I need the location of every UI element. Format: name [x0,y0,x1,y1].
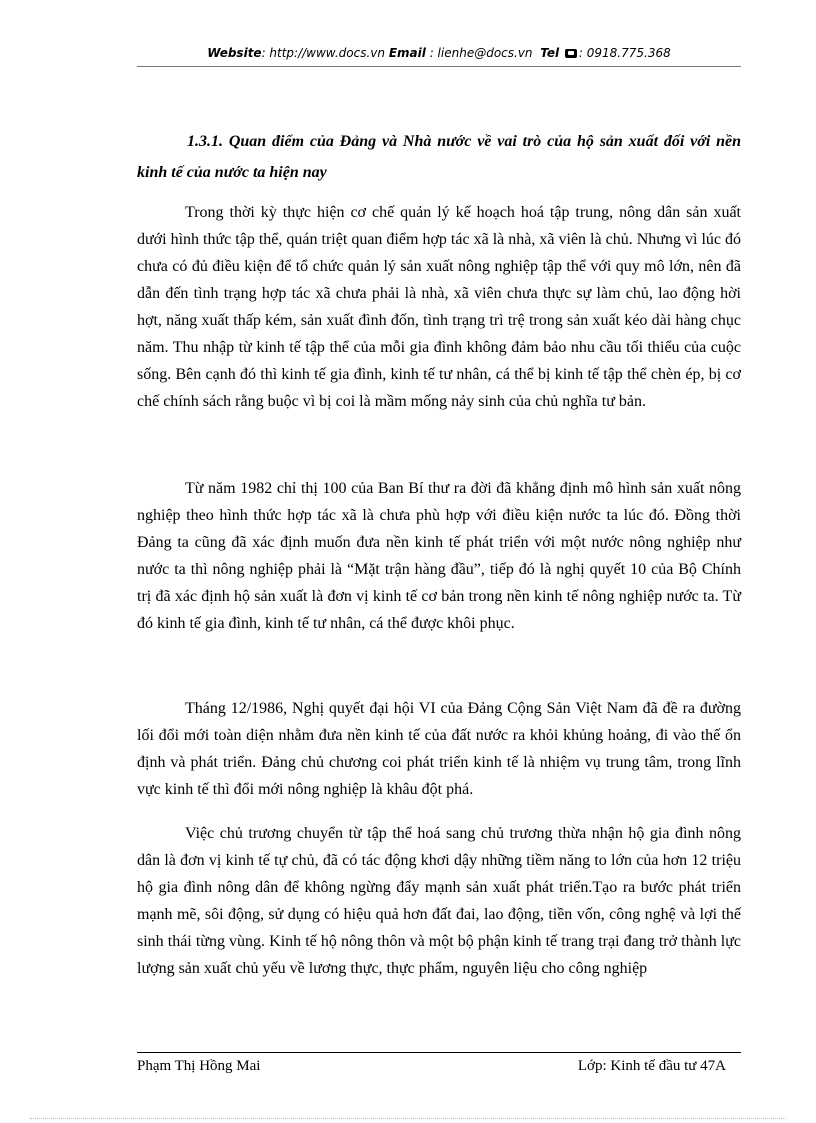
website-link[interactable]: : http://www.docs.vn [261,46,386,60]
website-label: Website [207,46,262,60]
tel-value: : 0918.775.368 [578,46,671,60]
paragraph: Trong thời kỳ thực hiện cơ chế quản lý kế hoạch hoá tập trung, nông dân sản xuất dưới hình thức tập thể, quán triệt quan điểm hợp tác xã là nhà, xã viên là chủ. Nhưng vì lúc đó chưa có đủ điều kiện để tổ chức quản lý sản xuất nông nghiệp tập thể với quy mô lớn, nên đã dẫn đến tình trạng hợp tác xã chưa phải là nhà, xã viên chưa thực sự làm chủ, lao động hời hợt, năng xuất thấp kém, sản xuất đình đốn, tình trạng trì trệ trong sản xuất kéo dài hàng chục năm. Thu nhập từ kinh tế tập thể của mỗi gia đình không đảm bảo nhu cầu tối thiểu của cuộc sống. Bên cạnh đó thì kinh tế gia đình, kinh tế tư nhân, cá thể bị kinh tế tập thể chèn ép, bị cơ chế chính sách rằng buộc vì bị coi là mầm mống nảy sinh của chủ nghĩa tư bản. [137,204,741,410]
page-bottom-border [30,1118,786,1119]
footer-class: Lớp: Kinh tế đầu tư 47A [577,1058,726,1074]
tel-label: Tel [540,46,560,60]
paragraph: Tháng 12/1986, Nghị quyết đại hội VI của Đảng Cộng Sản Việt Nam đã đề ra đường lối đổi mới toàn diện nhằm đưa nền kinh tế của đất nước ra khỏi khủng hoảng, đi vào thế ổn định và phát triển. Đảng chủ chương coi phát triển kinh tế là nhiệm vụ trung tâm, trong lĩnh vực kinh tế thì đổi mới nông nghiệp là khâu đột phá. [137,700,741,798]
email-link[interactable]: : lienhe@docs.vn [429,46,533,60]
paragraph: Từ năm 1982 chỉ thị 100 của Ban Bí thư ra đời đã khẳng định mô hình sản xuất nông nghiệp theo hình thức hợp tác xã là chưa phù hợp với điều kiện nước ta lúc đó. Đồng thời Đảng ta cũng đã xác định muốn đưa nền kinh tế phát triển với một nước nông nghiệp như nước ta thì nông nghiệp phải là “Mặt trận hàng đầu”, tiếp đó là nghị quyết 10 của Bộ Chính trị đã xác định hộ sản xuất là đơn vị kinh tế cơ bản trong nền kinh tế nông nghiệp nước ta. Từ đó kinh tế gia đình, kinh tế tư nhân, cá thể được khôi phục. [137,480,741,632]
paragraph: Việc chủ trương chuyển từ tập thể hoá sang chủ trương thừa nhận hộ gia đình nông dân là đơn vị kinh tế tự chủ, đã có tác động khơi dậy những tiềm năng to lớn của hơn 12 triệu hộ gia đình nông dân để không ngừng đẩy mạnh sản xuất phát triển.Tạo ra bước phát triển mạnh mẽ, sôi động, sử dụng có hiệu quả hơn đất đai, lao động, tiền vốn, công nghệ và lợi thế sinh thái từng vùng. Kinh tế hộ nông thôn và một bộ phận kinh tế trang trại đang trở thành lực lượng sản xuất chủ yếu về lương thực, thực phẩm, nguyên liệu cho công nghiệp [137,825,741,977]
header-divider [137,66,741,67]
footer-author: Phạm Thị Hồng Mai [137,1058,261,1074]
phone-icon [565,49,577,58]
email-label: Email [388,46,426,60]
section-heading: 1.3.1. Quan điểm của Đảng và Nhà nước về vai trò của hộ sản xuất đối với nền kinh tế của nước ta hiện nay [137,133,741,181]
page-header [137,46,741,60]
footer-divider [137,1052,741,1053]
